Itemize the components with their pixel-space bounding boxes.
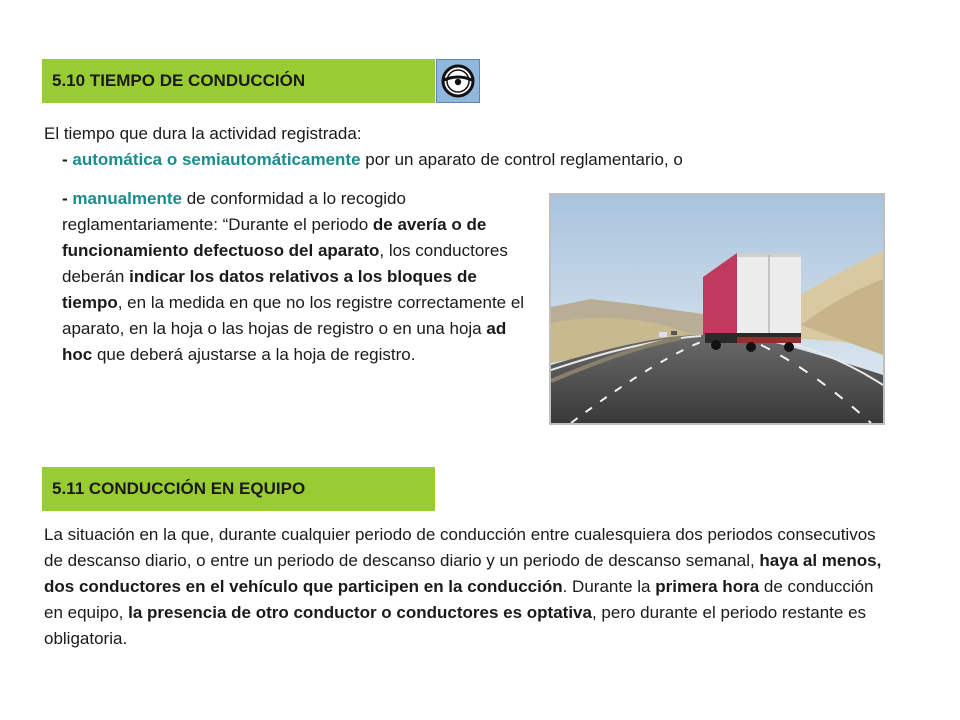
team-text-1: La situación en la que, durante cualquier periodo de conducción entre cualesquiera dos periodos consecutivos de descanso diario, o entre un periodo de descanso diario y un periodo de descanso semanal, <box>44 525 876 570</box>
highlight-manual: manualmente <box>72 189 182 208</box>
truck-on-highway-photo <box>549 193 885 425</box>
team-bold-1: haya al menos, dos conductores en el vehículo que participen en la conducción <box>44 551 882 596</box>
section-5-11-header <box>42 467 435 511</box>
manual-text-3: , en la medida en que no los registre correctamente el aparato, en la hoja o las hojas de registro o en una hoja <box>62 293 525 338</box>
team-text-3: de conducción en equipo, <box>44 577 874 622</box>
section-5-11-title: 5.11 CONDUCCIÓN EN EQUIPO <box>52 479 306 498</box>
manual-text-1: de conformidad a lo recogido reglamentariamente: “Durante el periodo <box>62 189 406 234</box>
bullet-automatic <box>62 147 942 173</box>
highlight-automatic: automática o semiautomáticamente <box>72 150 361 169</box>
team-driving-paragraph <box>44 522 884 652</box>
section-5-10-header <box>42 59 435 103</box>
bullet-automatic-rest: por un aparato de control reglamentario, o <box>360 150 683 169</box>
manual-text-4: que deberá ajustarse a la hoja de registro. <box>92 345 416 364</box>
team-bold-2: primera hora <box>655 577 760 596</box>
bullet-dash: - <box>62 150 73 169</box>
steering-wheel-icon <box>436 59 480 103</box>
manual-text-2: , los conductores deberán <box>62 241 508 286</box>
team-text-2: . Durante la <box>562 577 656 596</box>
bullet-dash: - <box>62 189 73 208</box>
section-5-10-title: 5.10 TIEMPO DE CONDUCCIÓN <box>52 71 306 90</box>
manual-bold-2: indicar los datos relativos a los bloques de tiempo <box>62 267 477 312</box>
bullet-manual <box>62 186 532 368</box>
team-text-4: , pero durante el periodo restante es obligatoria. <box>44 603 867 648</box>
manual-bold-3: ad hoc <box>62 319 507 364</box>
manual-bold-1: de avería o de funcionamiento defectuoso del aparato <box>62 215 487 260</box>
team-bold-3: la presencia de otro conductor o conductores es optativa <box>128 603 592 622</box>
intro-text: El tiempo que dura la actividad registrada: <box>44 124 362 143</box>
